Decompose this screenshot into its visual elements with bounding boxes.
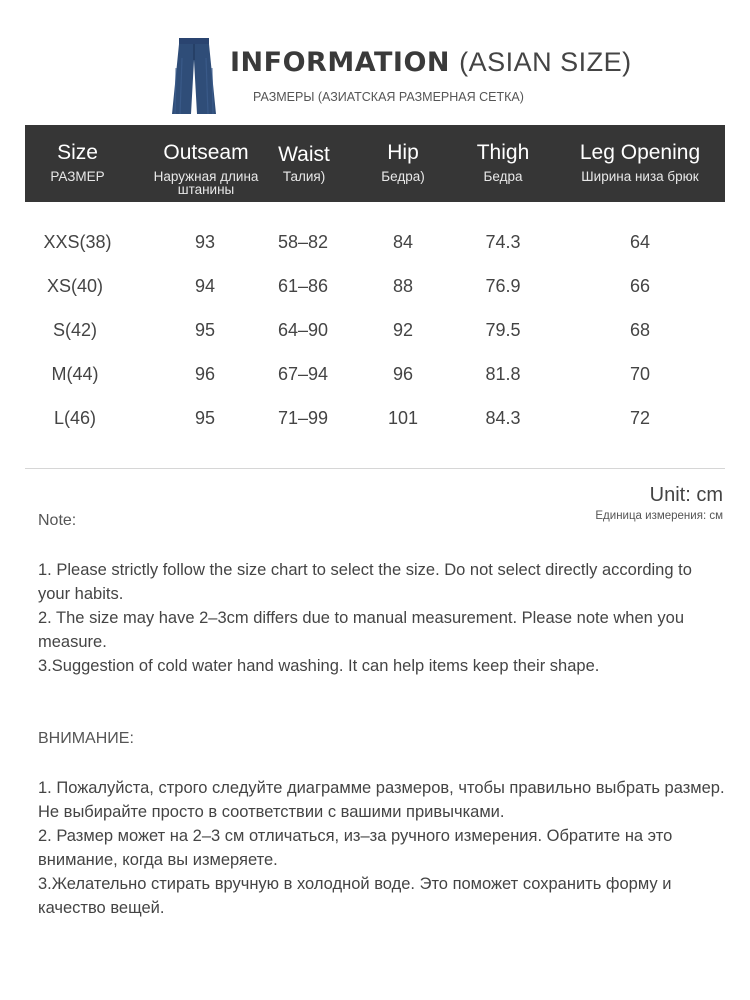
column-header-label: Waist <box>278 143 330 166</box>
cell-waist: 61–86 <box>277 276 329 296</box>
size-table-header <box>25 125 725 202</box>
cell-thigh: 84.3 <box>485 408 521 428</box>
wide-leg-pants-icon <box>170 38 218 114</box>
cell-outseam: 93 <box>194 232 216 252</box>
column-header-sublabel: Бедра <box>483 169 523 184</box>
cell-size: L(46) <box>53 408 97 428</box>
page-header <box>0 30 750 120</box>
cell-hip: 101 <box>387 408 419 428</box>
notes-list <box>38 558 728 678</box>
note-item-ru: 3.Желательно стирать вручную в холодной воде. Это поможет сохранить форму и качество вещей. <box>38 875 672 917</box>
column-header-label: Thigh <box>476 141 530 164</box>
table-row <box>25 354 725 398</box>
table-row <box>25 266 725 310</box>
column-header-thigh <box>457 125 549 202</box>
column-header-leg-opening <box>560 125 720 202</box>
column-header-sublabel: Ширина низа брюк <box>581 169 699 184</box>
cell-leg-opening: 72 <box>629 408 651 428</box>
column-header-waist <box>265 125 343 202</box>
cell-leg-opening: 64 <box>629 232 651 252</box>
note-item: 3.Suggestion of cold water hand washing. It can help items keep their shape. <box>38 657 600 675</box>
table-row <box>25 222 725 266</box>
note-item: 2. The size may have 2–3cm differs due to manual measurement. Please note when you measure. <box>38 609 685 651</box>
cell-size: M(44) <box>51 364 99 384</box>
column-header-sublabel: Наружная длина штанины <box>153 169 259 197</box>
column-header-hip <box>363 125 443 202</box>
cell-leg-opening: 68 <box>629 320 651 340</box>
note-item-ru: 1. Пожалуйста, строго следуйте диаграмме размеров, чтобы правильно выбрать размер. Не выбирайте просто в соответствии с вашими привычками. <box>38 779 725 821</box>
size-table-body <box>25 222 725 442</box>
cell-outseam: 96 <box>194 364 216 384</box>
title-bold: INFORMATION <box>230 47 451 78</box>
page-title <box>230 47 632 78</box>
cell-size: S(42) <box>52 320 97 340</box>
title-light: (ASIAN SIZE) <box>459 47 632 77</box>
column-header-label: Hip <box>387 141 419 164</box>
cell-waist: 67–94 <box>277 364 329 384</box>
unit-label: Unit: cm <box>649 484 723 506</box>
note-item: 1. Please strictly follow the size chart to select the size. Do not select directly according to your habits. <box>38 561 692 603</box>
cell-thigh: 81.8 <box>485 364 521 384</box>
notes-list-ru <box>38 776 728 920</box>
cell-size: XXS(38) <box>43 232 112 252</box>
column-header-sublabel: Бедра) <box>381 169 425 184</box>
column-header-label: Size <box>57 141 98 164</box>
note-heading-ru: ВНИМАНИЕ: <box>38 730 134 747</box>
column-header-size <box>25 125 130 202</box>
cell-thigh: 79.5 <box>485 320 521 340</box>
cell-waist: 71–99 <box>277 408 329 428</box>
cell-hip: 88 <box>392 276 414 296</box>
cell-outseam: 94 <box>194 276 216 296</box>
section-divider <box>25 468 725 469</box>
cell-leg-opening: 66 <box>629 276 651 296</box>
note-heading: Note: <box>38 512 77 529</box>
column-header-sublabel: Талия) <box>282 169 326 184</box>
note-item-ru: 2. Размер может на 2–3 см отличаться, из–за ручного измерения. Обратите на это внимание, когда вы измеряете. <box>38 827 673 869</box>
cell-outseam: 95 <box>194 320 216 340</box>
cell-hip: 92 <box>392 320 414 340</box>
cell-thigh: 74.3 <box>485 232 521 252</box>
cell-outseam: 95 <box>194 408 216 428</box>
column-header-outseam <box>143 125 269 202</box>
column-header-sublabel: РАЗМЕР <box>50 169 105 184</box>
page-subtitle: РАЗМЕРЫ (АЗИАТСКАЯ РАЗМЕРНАЯ СЕТКА) <box>253 90 524 104</box>
table-row <box>25 398 725 442</box>
cell-waist: 58–82 <box>277 232 329 252</box>
cell-thigh: 76.9 <box>485 276 521 296</box>
cell-waist: 64–90 <box>277 320 329 340</box>
column-header-label: Leg Opening <box>579 141 701 164</box>
cell-leg-opening: 70 <box>629 364 651 384</box>
cell-hip: 96 <box>392 364 414 384</box>
cell-size: XS(40) <box>46 276 104 296</box>
unit-label-ru: Единица измерения: см <box>595 510 723 522</box>
cell-hip: 84 <box>392 232 414 252</box>
column-header-label: Outseam <box>163 141 249 164</box>
table-row <box>25 310 725 354</box>
